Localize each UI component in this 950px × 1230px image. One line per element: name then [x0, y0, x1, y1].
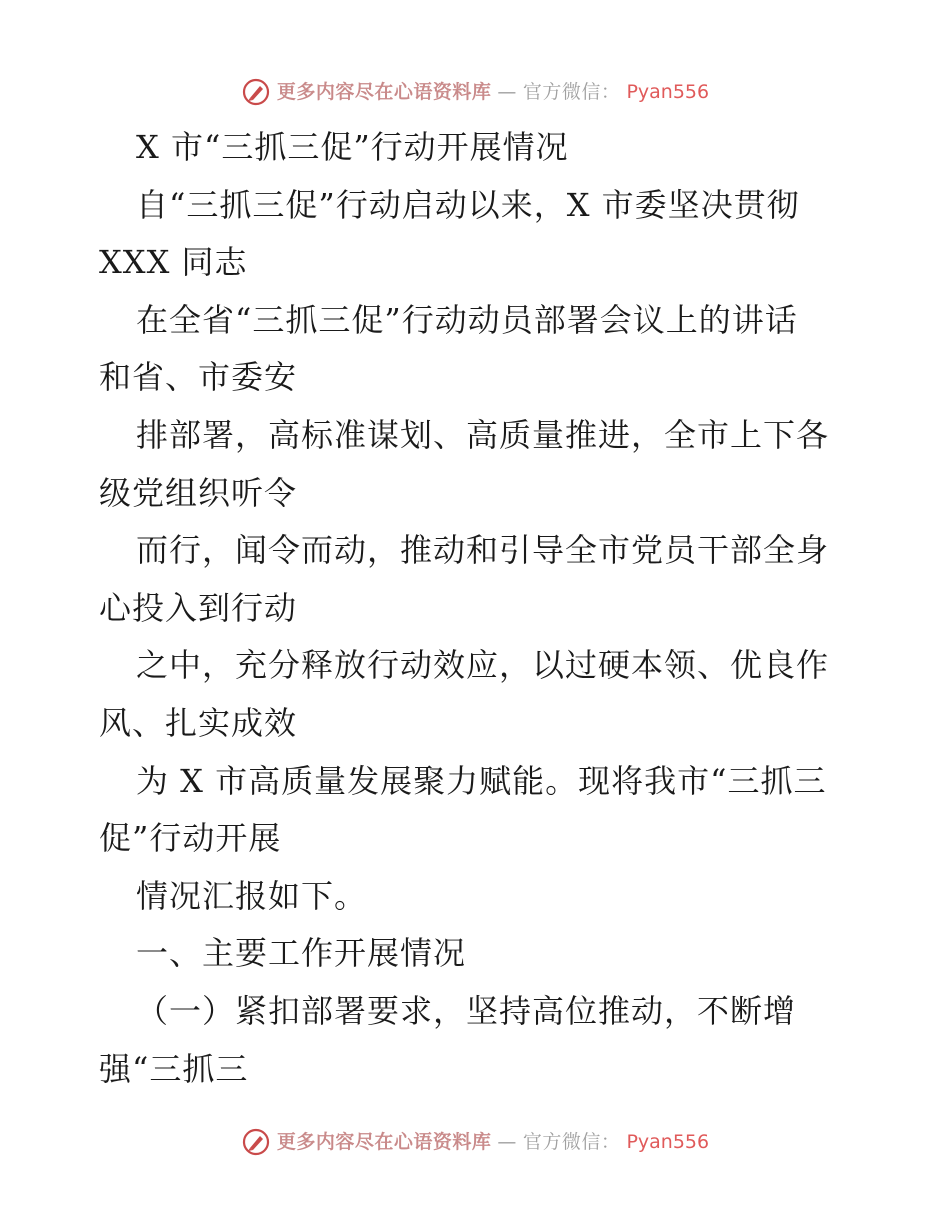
doc-line: 情况汇报如下。	[136, 876, 368, 915]
watermark-wechat-id: Pyan556	[626, 81, 710, 103]
doc-line: 风、扎实成效	[99, 703, 298, 742]
header-watermark	[0, 77, 950, 107]
section-heading: 一、主要工作开展情况	[136, 934, 467, 973]
doc-line: 排部署，高标准谋划、高质量推进，全市上下各	[136, 415, 830, 454]
doc-line: 自“三抓三促”行动启动以来，X 市委坚决贯彻	[136, 185, 800, 224]
watermark-site-text: 更多内容尽在心语资料库	[276, 81, 492, 103]
watermark-wechat-label: 官方微信：	[522, 81, 621, 103]
pen-logo-icon	[241, 77, 271, 107]
subsection-heading: （一）紧扣部署要求，坚持高位推动，不断增	[136, 991, 797, 1030]
doc-line: 在全省“三抓三促”行动动员部署会议上的讲话	[136, 300, 798, 339]
doc-line: 和省、市委安	[99, 358, 298, 397]
watermark-separator: —	[497, 1131, 517, 1153]
doc-line: 促”行动开展	[99, 819, 282, 858]
document-body	[99, 128, 859, 1107]
doc-line: 之中，充分释放行动效应，以过硬本领、优良作	[136, 646, 830, 685]
doc-title: X 市“三抓三促”行动开展情况	[136, 128, 569, 166]
doc-line: XXX 同志	[99, 243, 248, 282]
doc-line: 强“三抓三	[99, 1049, 249, 1088]
pen-logo-icon	[241, 1127, 271, 1157]
footer-watermark	[0, 1127, 950, 1157]
doc-line: 级党组织听令	[99, 473, 298, 512]
doc-line: 为 X 市高质量发展聚力赋能。现将我市“三抓三	[136, 761, 827, 800]
watermark-wechat-label: 官方微信：	[522, 1131, 621, 1153]
watermark-site-text: 更多内容尽在心语资料库	[276, 1131, 492, 1153]
doc-line: 而行，闻令而动，推动和引导全市党员干部全身	[136, 531, 830, 570]
watermark-separator: —	[497, 81, 517, 103]
doc-line: 心投入到行动	[99, 588, 298, 627]
watermark-wechat-id: Pyan556	[626, 1131, 710, 1153]
